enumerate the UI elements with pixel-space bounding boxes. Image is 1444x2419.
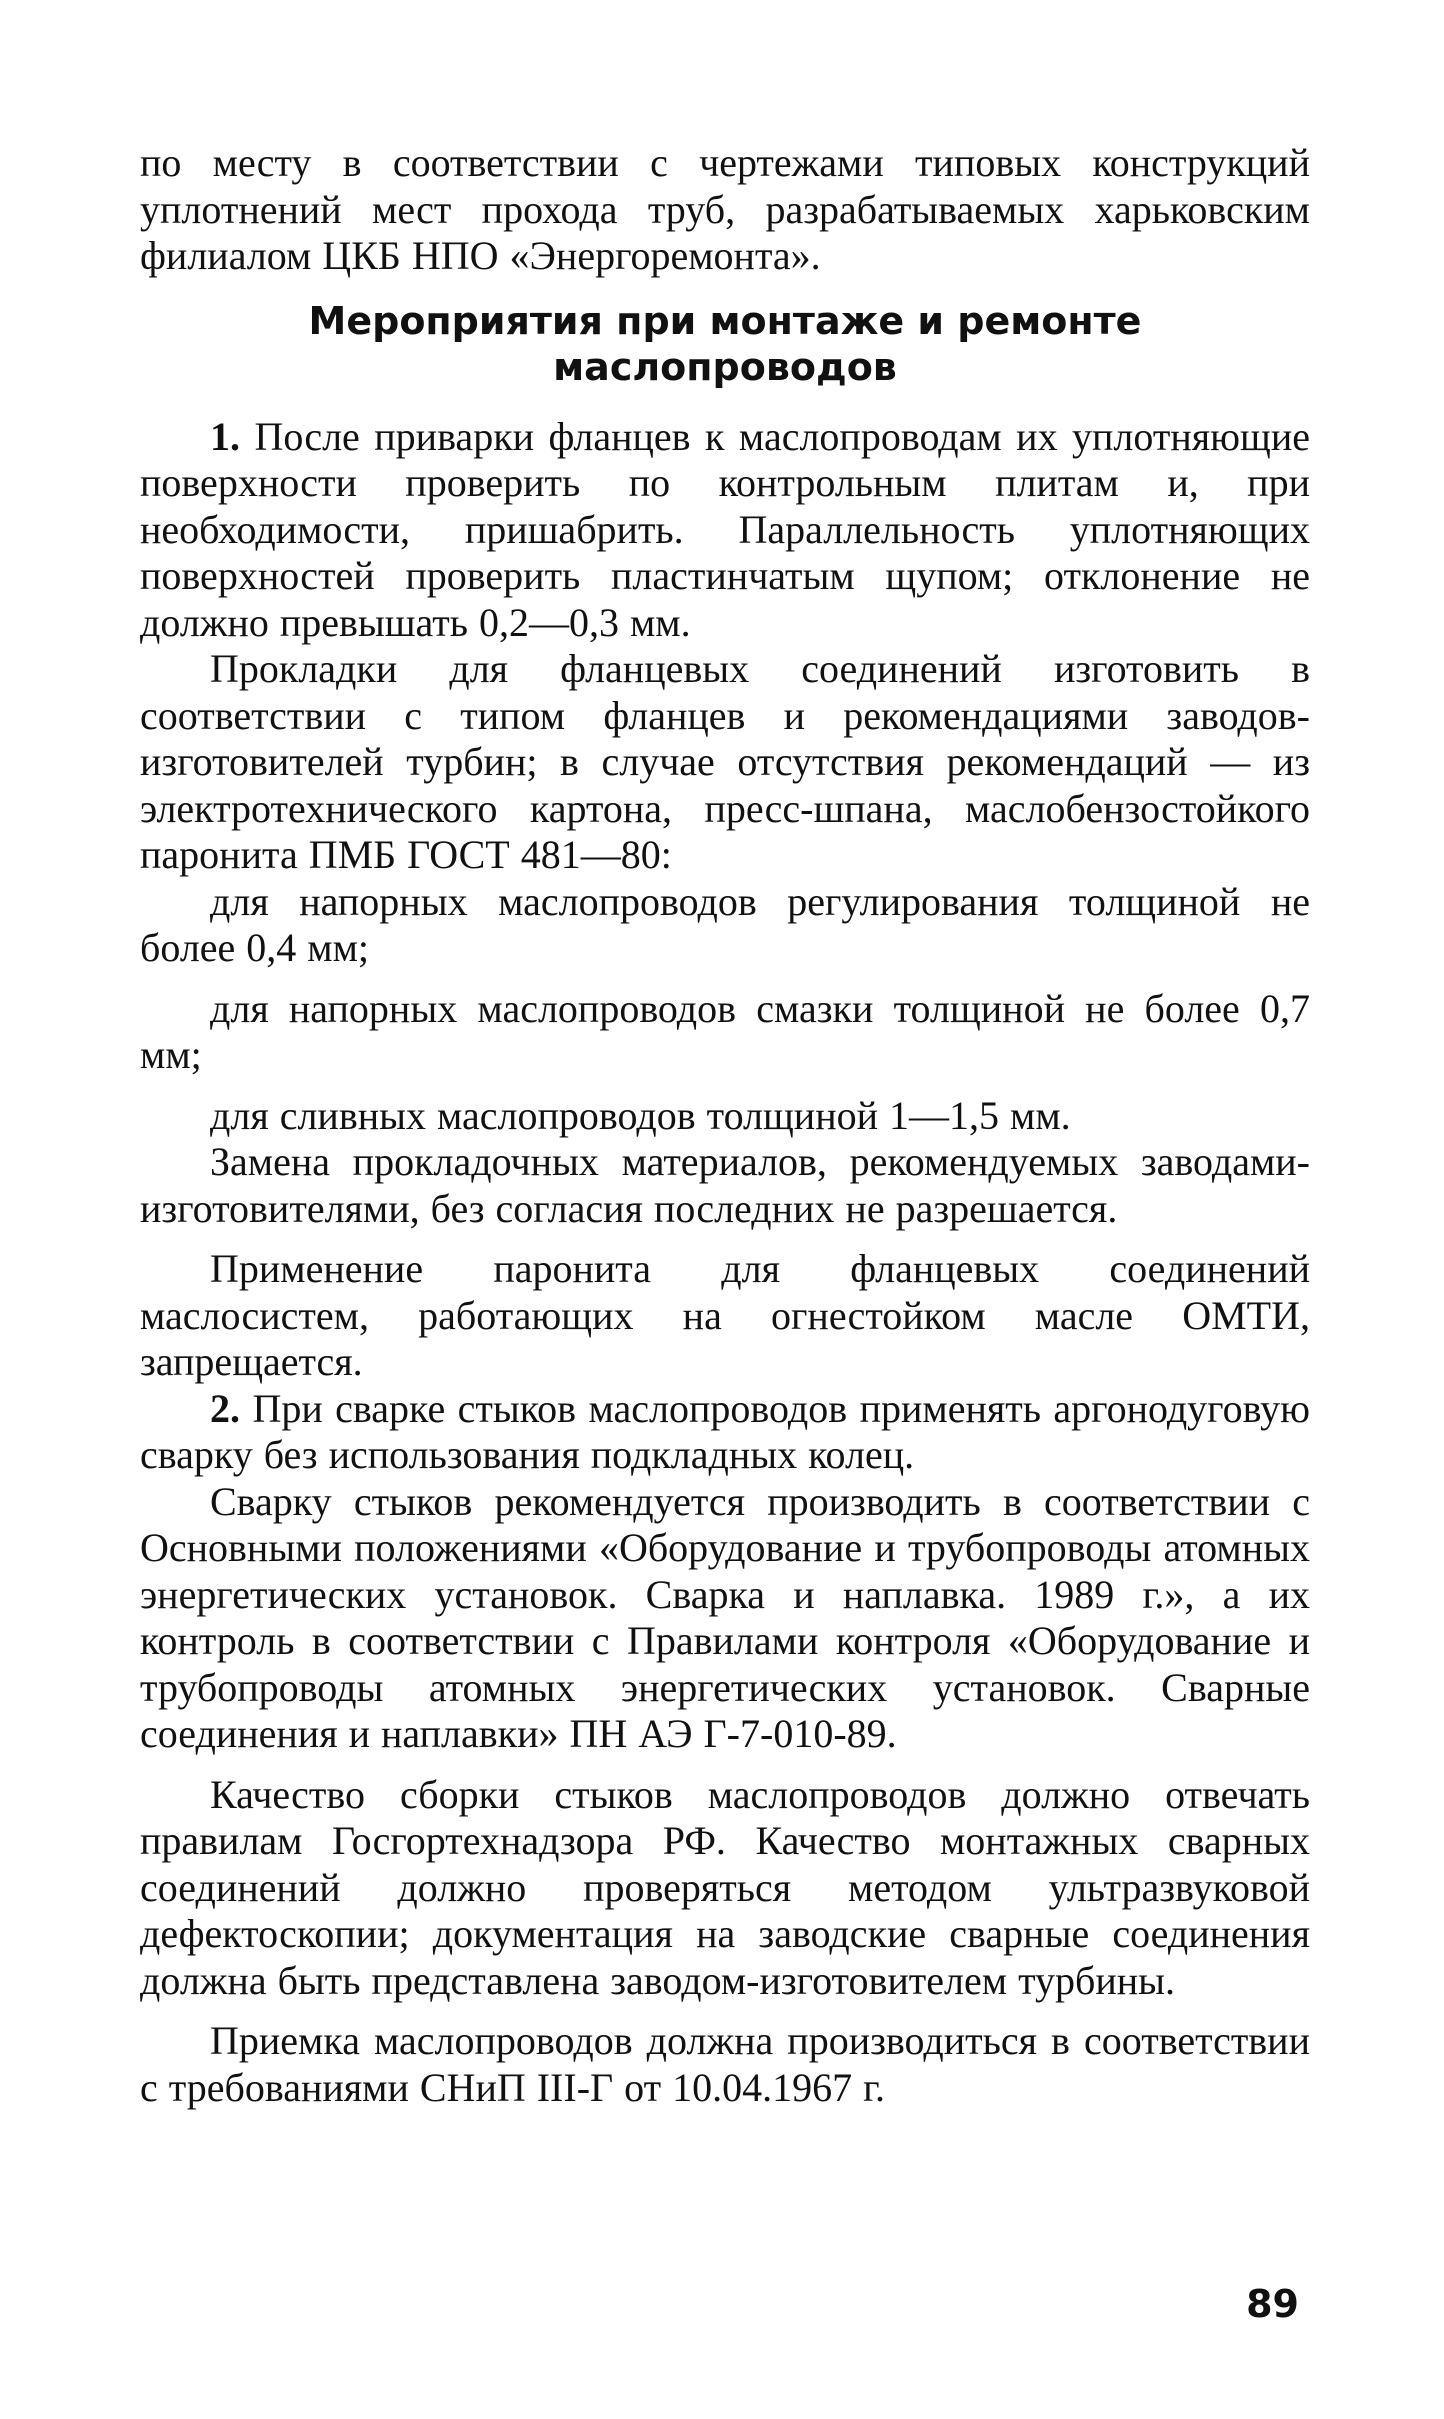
item-2-number: 2. — [210, 1385, 240, 1431]
item-1-text: После приварки фланцев к маслопроводам их уплотняющие поверхности проверить по контрольным плитам и, при необходимости, пришабрить. Параллельность уплотняющих поверхностей проверить пластинчатым щупом; отклонение не должно превышать 0,2—0,3 мм. — [140, 413, 1310, 645]
pressure-lubrication-paragraph: для напорных маслопроводов смазки толщиной не более 0,7 мм; — [140, 985, 1310, 1077]
welding-paragraph: Сварку стыков рекомендуется производить в соответствии с Основными положениями «Оборудование и трубопроводы атомных энергетических установок. Сварка и наплавка. 1989 г.», а их контроль в соответствии с Правилами контроля «Оборудование и трубопроводы атомных энергетических установок. Сварные соединения и наплавки» ПН АЭ Г-7-010-89. — [140, 1478, 1310, 1756]
document-page — [140, 140, 1310, 2111]
item-1-paragraph — [140, 414, 1310, 647]
section-heading — [140, 298, 1310, 390]
quality-paragraph: Качество сборки стыков маслопроводов должно отвечать правилам Госгортехнадзора РФ. Качество монтажных сварных соединений должно проверяться методом ультразвуковой дефектоскопии; документация на заводские сварные соединения должна быть представлена заводом-изготовителем турбины. — [140, 1771, 1310, 2003]
paronite-paragraph: Применение паронита для фланцевых соединений маслосистем, работающих на огнестойком масле ОМТИ, запрещается. — [140, 1246, 1310, 1384]
pressure-regulation-paragraph: для напорных маслопроводов регулирования толщиной не более 0,4 мм; — [140, 878, 1310, 970]
acceptance-paragraph: Приемка маслопроводов должна производиться в соответствии с требованиями СНиП III-Г от 10.04.1967 г. — [140, 2018, 1310, 2110]
drain-paragraph: для сливных маслопроводов толщиной 1—1,5 мм. — [210, 1092, 1071, 1138]
intro-paragraph: по месту в соответствии с чертежами типовых конструкций уплотнений мест прохода труб, разрабатываемых харьковским филиалом ЦКБ НПО «Энергоремонта». — [140, 140, 1310, 278]
section-heading-line-1: Мероприятия при монтаже и ремонте — [308, 298, 1142, 343]
item-2-paragraph — [140, 1386, 1310, 1479]
gaskets-paragraph: Прокладки для фланцевых соединений изготовить в соответствии с типом фланцев и рекомендациями заводов-изготовителей турбин; в случае отсутствия рекомендаций — из электротехнического картона, пресс-шпана, маслобензостойкого паронита ПМБ ГОСТ 481—80: — [140, 646, 1310, 877]
item-1-number: 1. — [210, 413, 240, 459]
item-2-text: При сварке стыков маслопроводов применять аргонодуговую сварку без использования подкладных колец. — [140, 1385, 1310, 1477]
replacement-paragraph: Замена прокладочных материалов, рекомендуемых заводами-изготовителями, без согласия последних не разрешается. — [140, 1139, 1310, 1231]
page-number: 89 — [1246, 2282, 1299, 2326]
section-heading-line-2: маслопроводов — [553, 344, 897, 389]
